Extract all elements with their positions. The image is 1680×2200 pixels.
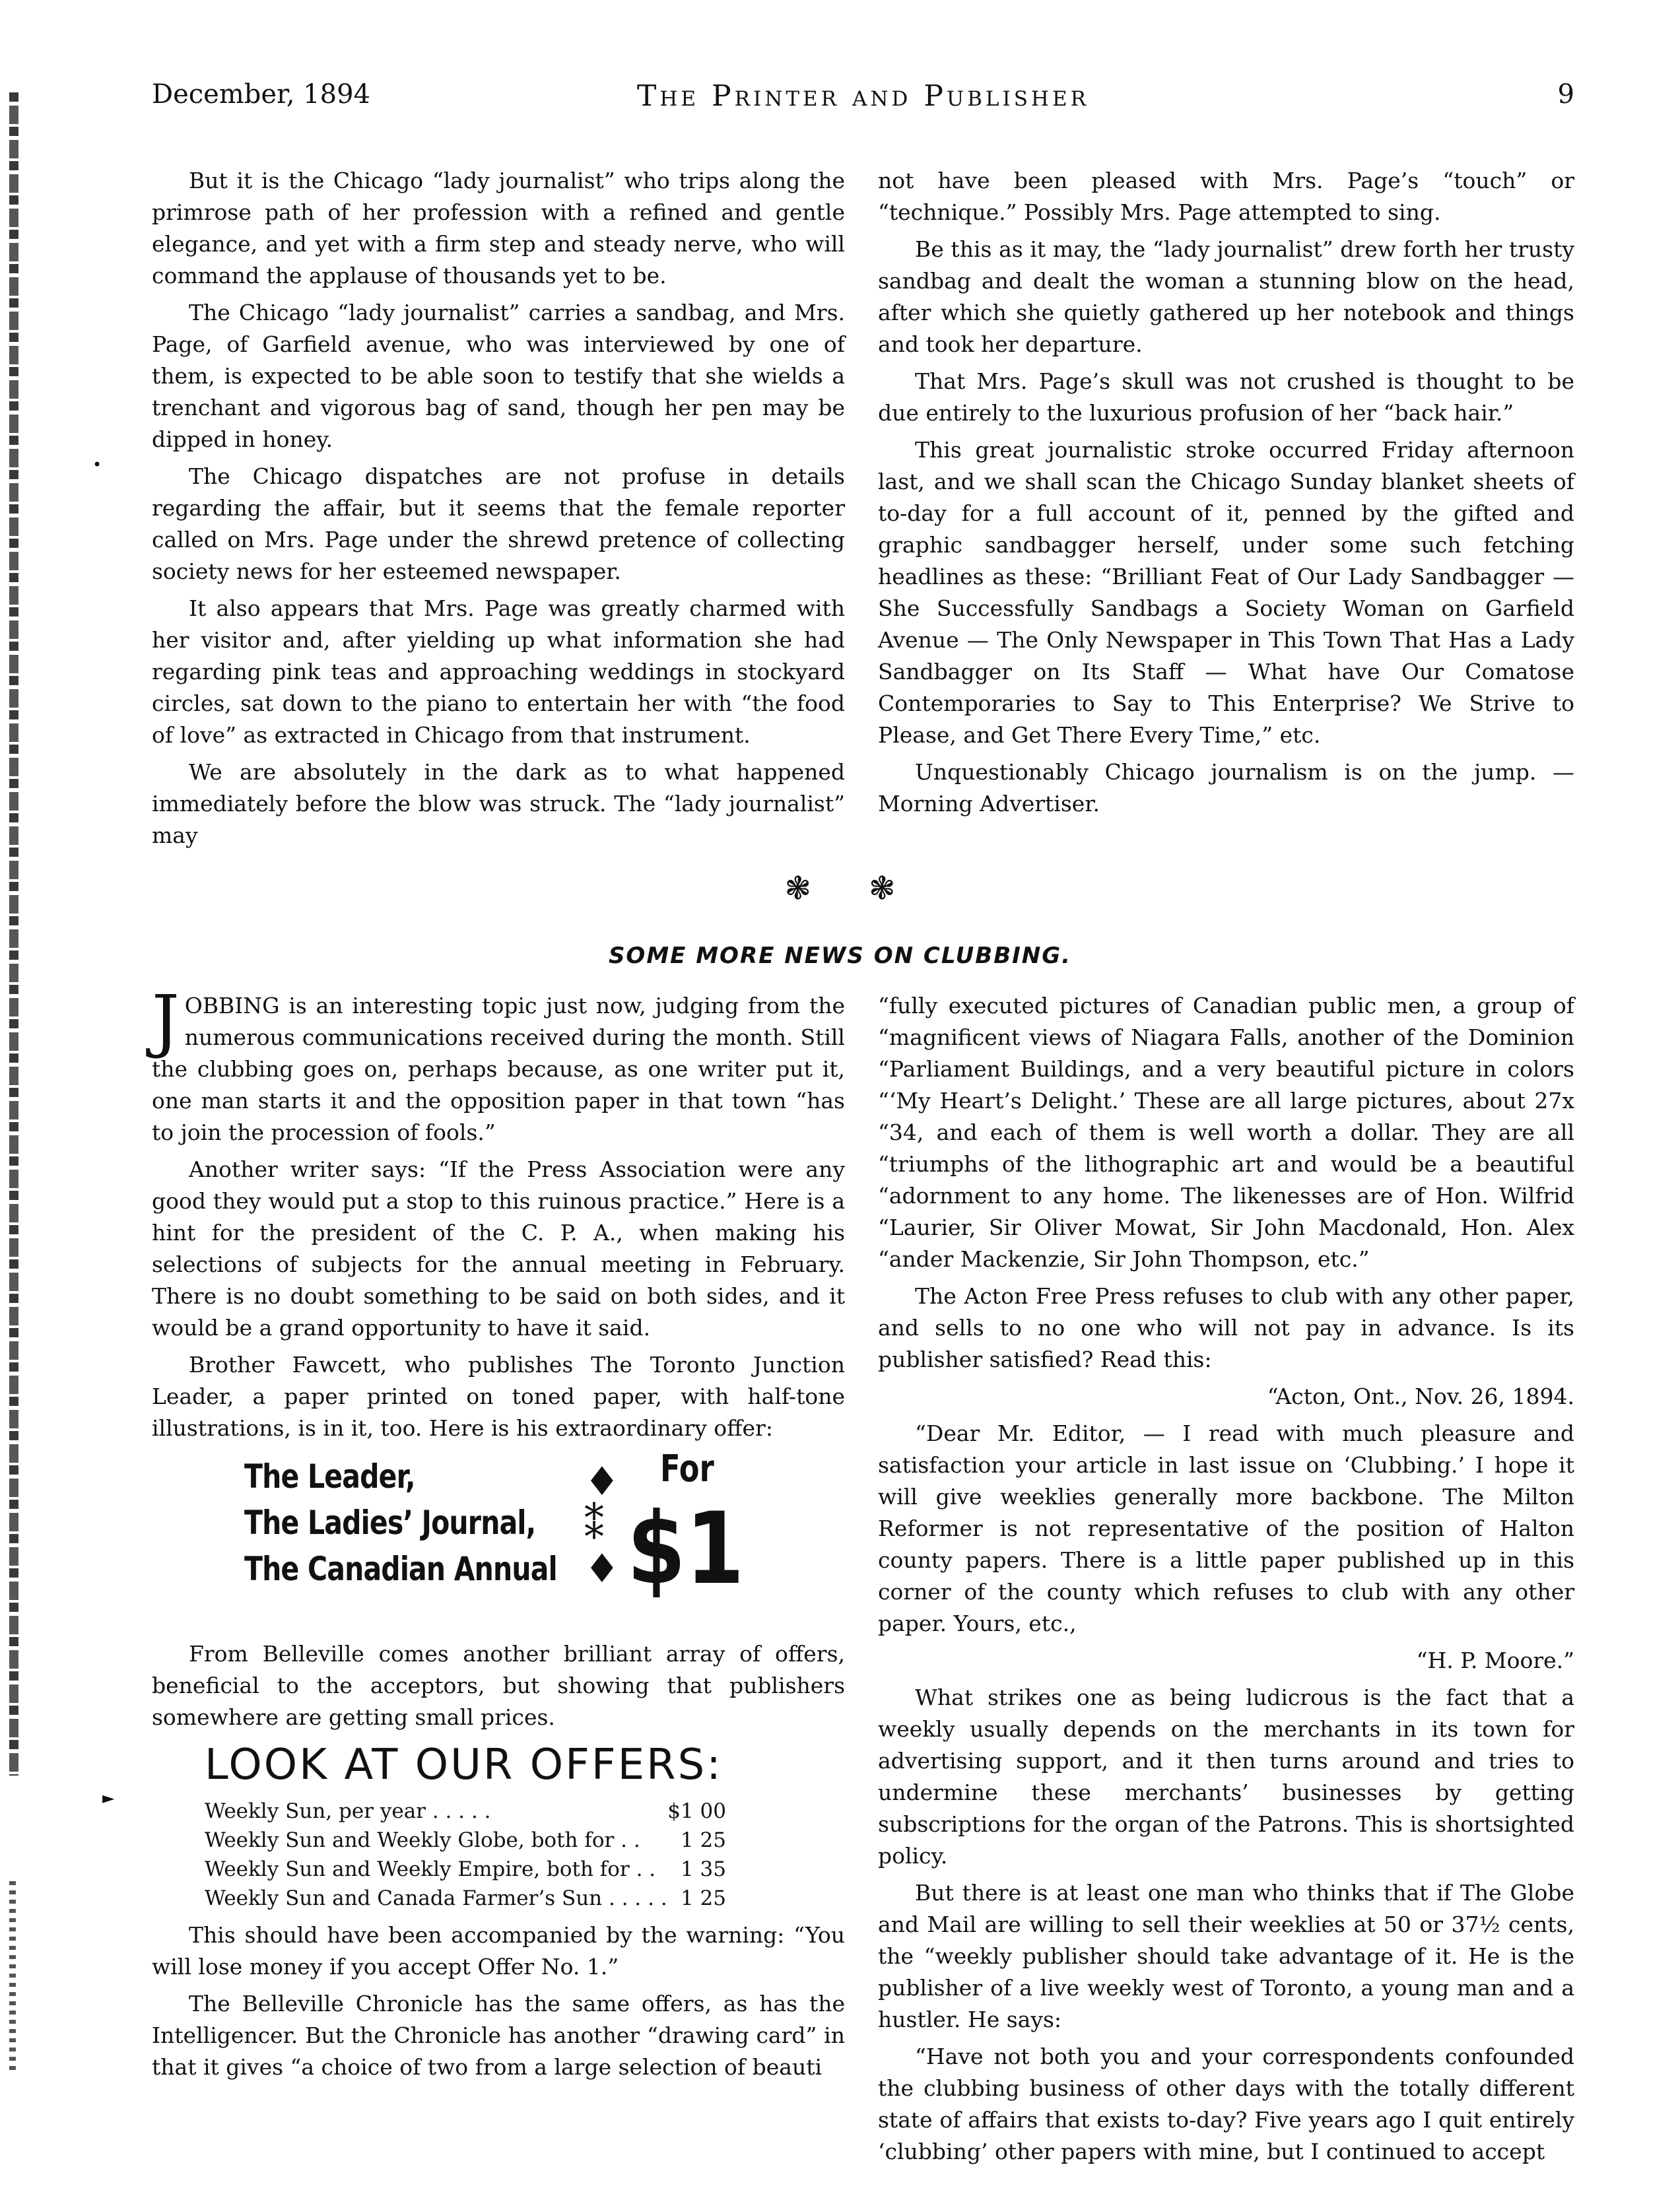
offer-label: Weekly Sun and Weekly Empire, both for . . xyxy=(205,1857,656,1881)
paragraph: But there is at least one man who thinks that if The Globe and Mail are willing to sell their weeklies at 50 or 37½ cents, the “weekly publisher should take advantage of it. He is the publisher of a live weekly west of Toronto, a young man and a hustler. He says: xyxy=(878,1880,1574,2032)
flower-ornament-icon: ❃ xyxy=(869,870,896,907)
paragraph: The Acton Free Press refuses to club with any other paper, and sells to no one who will not pay in advance. Is its publisher satisfied? Read this: xyxy=(878,1283,1574,1372)
leader-advertisement xyxy=(152,1448,845,1625)
offer-price: 1 35 xyxy=(680,1857,726,1881)
scanned-binding-edge-lower xyxy=(9,1881,16,2073)
page-number: 9 xyxy=(1557,79,1574,110)
paragraph: It also appears that Mrs. Page was greatly charmed with her visitor and, after yielding up what information she had regarding pink teas and approaching weddings in stockyard circles, sat down to the piano to entertain her with “the food of love” as extracted in Chicago from that instrument. xyxy=(152,595,845,748)
masthead: The Printer and Publisher xyxy=(637,79,1089,113)
section-ornament xyxy=(0,870,1680,907)
issue-date: December, 1894 xyxy=(152,79,370,110)
bottom-left-column xyxy=(152,980,845,2088)
offer-label: Weekly Sun and Canada Farmer’s Sun . . . . . xyxy=(205,1886,667,1910)
ad-line: The Leader, xyxy=(244,1457,415,1496)
paragraph: The Belleville Chronicle has the same offers, as has the Intelligencer. But the Chronicle has another “drawing card” in that it gives “a choice of two from a large selection of beauti xyxy=(152,1991,845,2080)
ad-titles xyxy=(244,1453,557,1592)
flower-ornament-icon: ❃ xyxy=(784,870,811,907)
drop-cap: J xyxy=(152,980,180,1061)
ad-line: The Ladies’ Journal, xyxy=(244,1504,536,1542)
lead-word: OBBING xyxy=(184,993,280,1018)
offer-row xyxy=(205,1826,726,1855)
paragraph-text: is an interesting topic just now, judging from the numerous communications received during the month. Still the clubbing goes on, perhaps because, as one writer put it, one man starts it and the opposition paper in that town “has to join the procession of fools.” xyxy=(152,993,845,1145)
paragraph: “Have not both you and your correspondents confounded the clubbing business of other days with the totally different state of affairs that exists to-day? Five years ago I quit entirely ‘clubbing’ other papers with mine, but I continued to accept xyxy=(878,2044,1574,2164)
paragraph: Be this as it may, the “lady journalist” drew forth her trusty sandbag and dealt the woman a stunning blow on the head, after which she quietly gathered up her notebook and things and took her departure. xyxy=(878,236,1574,357)
paragraph: From Belleville comes another brilliant array of offers, beneficial to the acceptors, but showing that publishers somewhere are getting small prices. xyxy=(152,1641,845,1730)
paragraph: Brother Fawcett, who publishes The Toronto Junction Leader, a paper printed on toned paper, with half-tone illustrations, is in it, too. Here is his extraordinary offer: xyxy=(152,1352,845,1441)
scanned-binding-edge xyxy=(9,92,18,1776)
offer-price: 1 25 xyxy=(680,1828,726,1852)
section-title: SOME MORE NEWS ON CLUBBING. xyxy=(608,943,1072,969)
paragraph xyxy=(152,980,845,1149)
paragraph: We are absolutely in the dark as to what happened immediately before the blow was struck. The “lady journalist” may xyxy=(152,759,845,848)
paragraph: The Chicago “lady journalist” carries a sandbag, and Mrs. Page, of Garfield avenue, who was interviewed by one of them, is expected to be able soon to testify that she wields a trenchant and vigorous bag of sand, though her pen may be dipped in honey. xyxy=(152,300,845,452)
paragraph: The Chicago dispatches are not profuse in details regarding the affair, but it seems that the female reporter called on Mrs. Page under the shrewd pretence of collecting society news for her esteemed newspaper. xyxy=(152,463,845,584)
scan-mark: • xyxy=(92,455,102,474)
scan-mark: ► xyxy=(102,1789,115,1807)
offer-label: Weekly Sun, per year . . . . . xyxy=(205,1799,491,1823)
ad-for: For xyxy=(660,1448,714,1490)
paragraph: That Mrs. Page’s skull was not crushed is thought to be due entirely to the luxurious profusion of her “back hair.” xyxy=(878,368,1574,426)
brace-ornament: ♦ ⁑ ♦ xyxy=(584,1459,620,1592)
paragraph: not have been pleased with Mrs. Page’s “touch” or “technique.” Possibly Mrs. Page attempted to sing. xyxy=(878,168,1574,225)
paragraph: This should have been accompanied by the warning: “You will lose money if you accept Offer No. 1.” xyxy=(152,1922,845,1980)
letter-body: “Dear Mr. Editor, — I read with much pleasure and satisfaction your article in last issue on ‘Clubbing.’ I hope it will give weeklies generally more backbone. The Milton Reformer is not representative of the position of Halton county papers. There is a little paper published up in this corner of the county which refuses to club with any other paper. Yours, etc., xyxy=(878,1420,1574,1636)
top-right-column xyxy=(878,165,1574,825)
page-header xyxy=(152,79,1574,119)
offer-price: $1 00 xyxy=(667,1799,726,1823)
paragraph: This great journalistic stroke occurred Friday afternoon last, and we shall scan the Chicago Sunday blanket sheets of to-day for a full account of it, penned by the gifted and graphic sandbagger herself, under some such fetching headlines as these: “Brilliant Feat of Our Lady Sandbagger — She Successfully Sandbags a Society Woman on Garfield Avenue — The Only Newspaper in This Town That Has a Lady Sandbagger on Its Staff — What have Our Comatose Contemporaries to Say to This Enterprise? We Strive to Please, and Get There Every Time,” etc. xyxy=(878,437,1574,748)
paragraph: Another writer says: “If the Press Association were any good they would put a stop to this ruinous practice.” Here is a hint for the president of the C. P. A., when making his selections of subjects for the annual meeting in February. There is no doubt something to be said on both sides, and it would be a grand opportunity to have it said. xyxy=(152,1156,845,1341)
letter-signature: “H. P. Moore.” xyxy=(1416,1648,1574,1673)
paragraph: “fully executed pictures of Canadian public men, a group of “magnificent views of Niagara Falls, another of the Dominion “Parliament Buildings, and a very beautiful picture in colors “‘My Heart’s Delight.’ These are all large pictures, about 27x “34, and each of them is well worth a dollar. They are all “triumphs of the lithographic art and would be a beautiful “adornment to any home. The likenesses are of Hon. Wilfrid “Laurier, Sir Oliver Mowat, Sir John Macdonald, Hon. Alex “ander Mackenzie, Sir John Thompson, etc.” xyxy=(878,993,1574,1272)
ad-price: $1 xyxy=(627,1492,745,1607)
top-left-column xyxy=(152,165,845,857)
bottom-right-column xyxy=(878,990,1574,2173)
letter-dateline: “Acton, Ont., Nov. 26, 1894. xyxy=(1267,1383,1574,1409)
offers-title: LOOK AT OUR OFFERS: xyxy=(205,1741,723,1789)
offer-label: Weekly Sun and Weekly Globe, both for . . xyxy=(205,1828,640,1852)
paragraph: Unquestionably Chicago journalism is on the jump. — Morning Advertiser. xyxy=(878,759,1574,817)
offer-row xyxy=(205,1855,726,1884)
offer-row xyxy=(205,1884,726,1913)
paragraph: What strikes one as being ludicrous is the fact that a weekly usually depends on the merchants in its town for advertising support, and it then turns around and tries to undermine these merchants’ businesses by getting subscriptions for the organ of the Patrons. This is shortsighted policy. xyxy=(878,1684,1574,1869)
ad-line: The Canadian Annual xyxy=(244,1550,557,1588)
offer-price: 1 25 xyxy=(680,1886,726,1910)
offer-row xyxy=(205,1797,726,1826)
paragraph: But it is the Chicago “lady journalist” who trips along the primrose path of her profession with a refined and gentle elegance, and yet with a firm step and steady nerve, who will command the applause of thousands yet to be. xyxy=(152,168,845,288)
